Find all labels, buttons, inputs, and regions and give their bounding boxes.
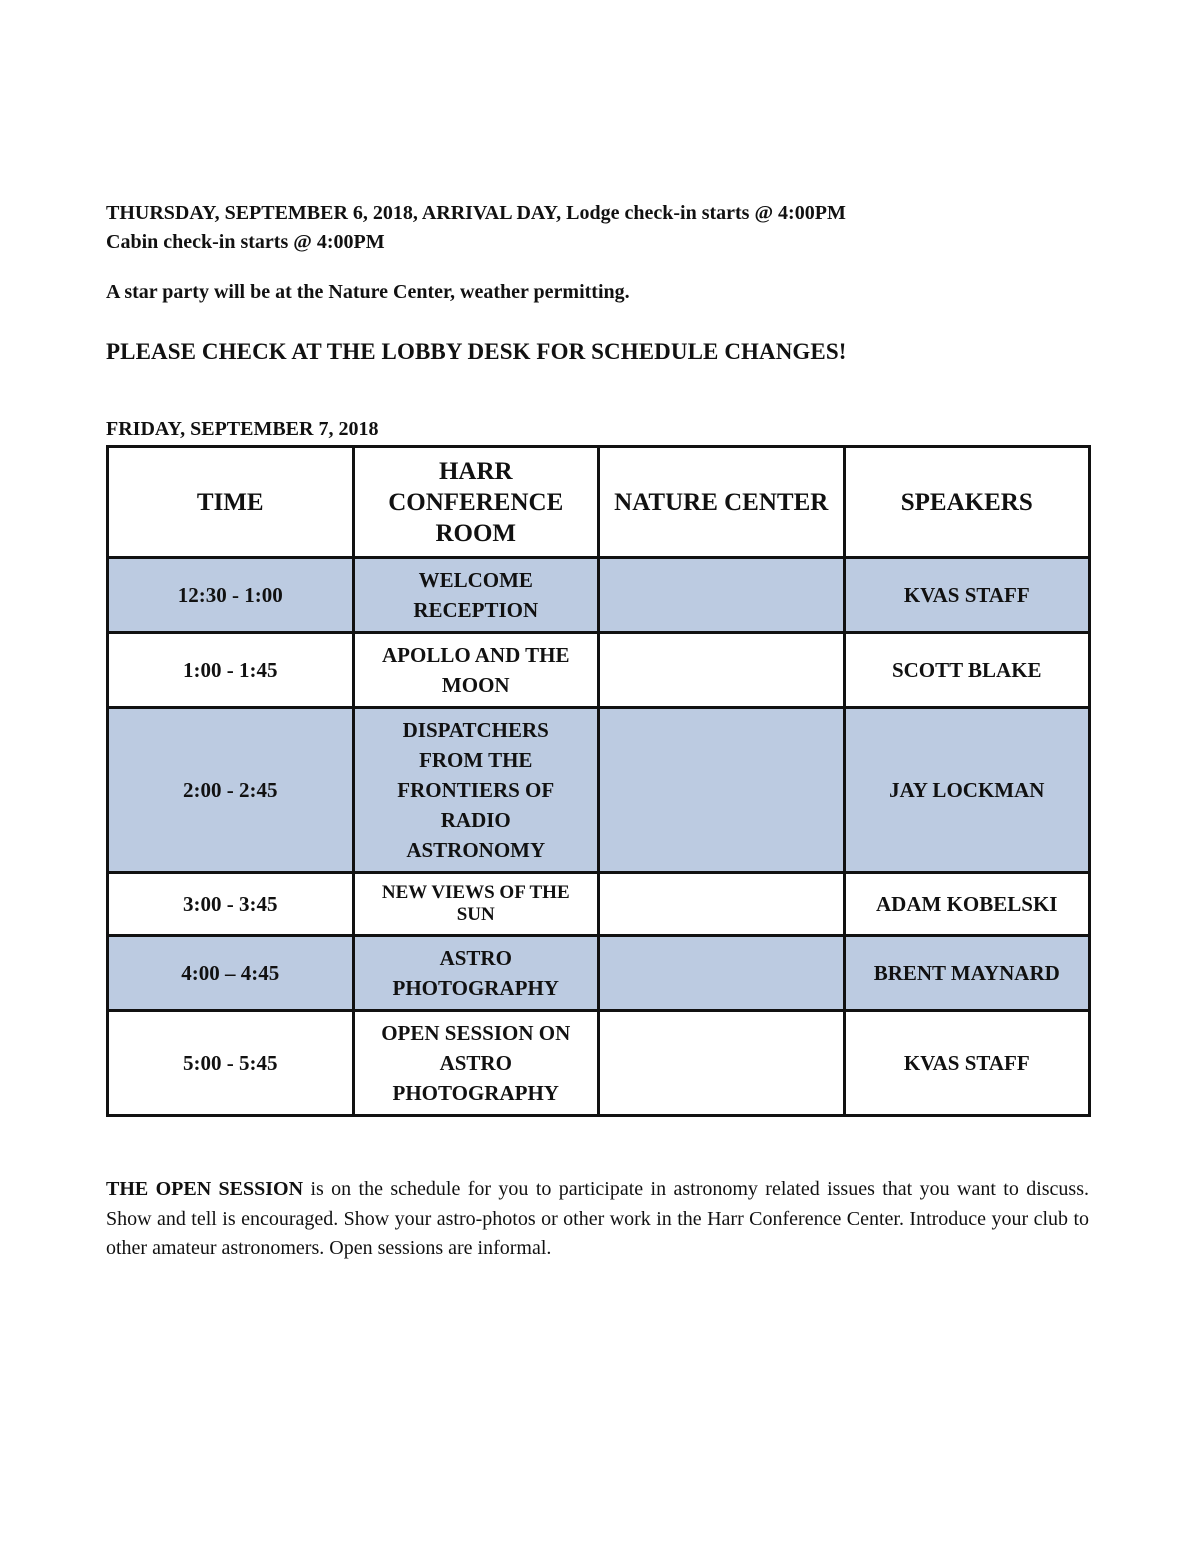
open-session-lead: THE OPEN SESSION	[106, 1178, 304, 1200]
speaker-cell: KVAS STAFF	[844, 558, 1090, 633]
table-row	[108, 558, 1090, 633]
column-header-time: TIME	[108, 447, 354, 558]
table-row	[108, 1011, 1090, 1116]
speaker-cell: SCOTT BLAKE	[844, 633, 1090, 708]
nature-center-cell	[599, 1011, 845, 1116]
time-cell: 1:00 - 1:45	[108, 633, 354, 708]
column-header-speakers: SPEAKERS	[844, 447, 1090, 558]
time-cell: 5:00 - 5:45	[108, 1011, 354, 1116]
star-party-note: A star party will be at the Nature Center, weather permitting.	[106, 281, 630, 303]
table-row	[108, 873, 1090, 936]
nature-center-cell	[599, 558, 845, 633]
time-cell: 4:00 – 4:45	[108, 936, 354, 1011]
table-row	[108, 708, 1090, 873]
time-cell: 2:00 - 2:45	[108, 708, 354, 873]
nature-center-cell	[599, 936, 845, 1011]
column-header-nature-center: NATURE CENTER	[599, 447, 845, 558]
harr-session-cell: NEW VIEWS OF THE SUN	[353, 873, 599, 936]
harr-session-cell: WELCOME RECEPTION	[353, 558, 599, 633]
table-header-row	[108, 447, 1090, 558]
friday-schedule-table	[106, 445, 1091, 1117]
table-row	[108, 633, 1090, 708]
harr-session-cell: DISPATCHERS FROM THE FRONTIERS OF RADIO ASTRONOMY	[353, 708, 599, 873]
thursday-arrival-line: THURSDAY, SEPTEMBER 6, 2018, ARRIVAL DAY, Lodge check-in starts @ 4:00PM	[106, 202, 846, 224]
column-header-harr-conference-room: HARR CONFERENCE ROOM	[353, 447, 599, 558]
nature-center-cell	[599, 708, 845, 873]
speaker-cell: ADAM KOBELSKI	[844, 873, 1090, 936]
cabin-checkin-line: Cabin check-in starts @ 4:00PM	[106, 231, 385, 253]
nature-center-cell	[599, 873, 845, 936]
open-session-body: is on the schedule for you to participate in astronomy related issues that you want to discuss. Show and tell is encouraged. Show your astro-photos or other work in the Harr Conference Center. Introduce your club to other amateur astronomers. Open sessions are informal.	[106, 1178, 1089, 1259]
harr-session-cell: ASTRO PHOTOGRAPHY	[353, 936, 599, 1011]
harr-session-cell: APOLLO AND THE MOON	[353, 633, 599, 708]
harr-session-cell: OPEN SESSION ON ASTRO PHOTOGRAPHY	[353, 1011, 599, 1116]
schedule-changes-notice: PLEASE CHECK AT THE LOBBY DESK FOR SCHEDULE CHANGES!	[106, 339, 847, 364]
open-session-note	[106, 1175, 1089, 1264]
time-cell: 12:30 - 1:00	[108, 558, 354, 633]
friday-heading: FRIDAY, SEPTEMBER 7, 2018	[106, 418, 379, 440]
speaker-cell: JAY LOCKMAN	[844, 708, 1090, 873]
speaker-cell: BRENT MAYNARD	[844, 936, 1090, 1011]
nature-center-cell	[599, 633, 845, 708]
time-cell: 3:00 - 3:45	[108, 873, 354, 936]
speaker-cell: KVAS STAFF	[844, 1011, 1090, 1116]
table-row	[108, 936, 1090, 1011]
